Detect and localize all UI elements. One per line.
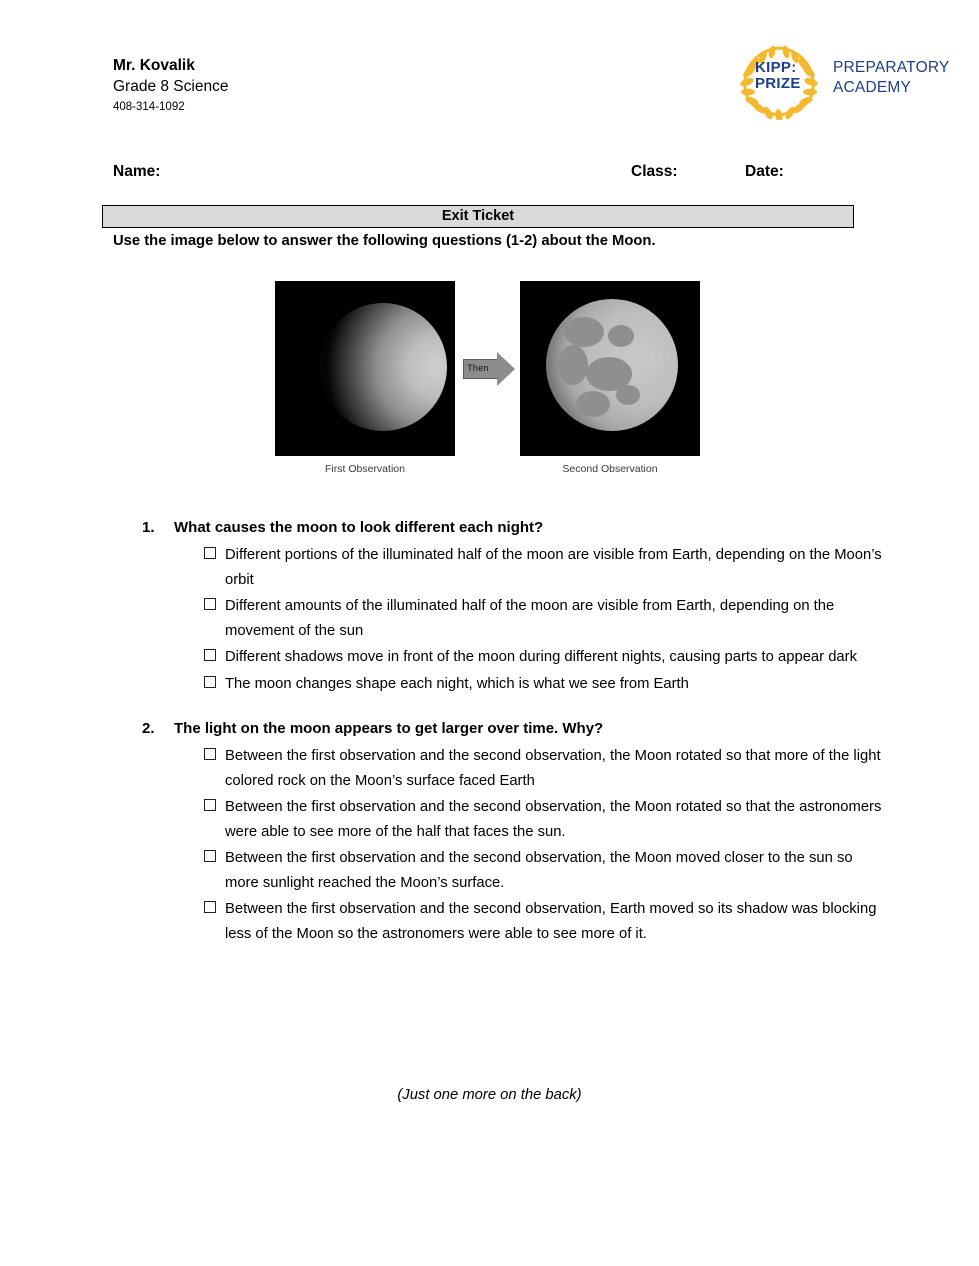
logo-preparatory-text: PREPARATORY: [833, 59, 950, 76]
question-1: [142, 517, 882, 696]
question-1-heading: [142, 517, 882, 539]
name-label: Name:: [113, 163, 161, 180]
checkbox-icon[interactable]: [204, 598, 216, 610]
option-label: Between the first observation and the second observation, the Moon rotated so that more of the light colored rock on the Moon’s surface faced Earth: [225, 748, 881, 789]
option-row[interactable]: [142, 543, 882, 592]
questions-list: [142, 517, 882, 968]
moon-mare: [608, 325, 634, 347]
checkbox-icon[interactable]: [204, 799, 216, 811]
question-2: [142, 718, 882, 946]
arrow-head: [497, 352, 515, 386]
checkbox-icon[interactable]: [204, 748, 216, 760]
then-arrow-icon: [463, 351, 517, 387]
logo-prize-text: PRIZE: [755, 75, 801, 92]
option-row[interactable]: [142, 795, 882, 844]
option-row[interactable]: [142, 744, 882, 793]
instructions-text: Use the image below to answer the following questions (1-2) about the Moon.: [113, 233, 656, 249]
first-observation-caption: First Observation: [325, 463, 405, 475]
option-label: Between the first observation and the second observation, the Moon rotated so that the astronomers were able to see more of the half that faces the sun.: [225, 799, 882, 840]
teacher-name: Mr. Kovalik: [113, 57, 195, 74]
crescent-moon-graphic: [319, 303, 447, 431]
student-info-row: [113, 163, 853, 185]
question-2-options: [142, 744, 882, 946]
arrow-label: Then: [467, 363, 489, 374]
question-2-text: The light on the moon appears to get larger over time. Why?: [174, 720, 604, 737]
checkbox-icon[interactable]: [204, 547, 216, 559]
first-observation-image: [275, 281, 455, 456]
option-label: Different shadows move in front of the moon during different nights, causing parts to appear dark: [225, 649, 857, 665]
option-label: Between the first observation and the second observation, the Moon moved closer to the sun so more sunlight reached the Moon’s surface.: [225, 850, 853, 891]
option-row[interactable]: [142, 594, 882, 643]
class-label: Class:: [631, 163, 678, 180]
option-label: Between the first observation and the second observation, Earth moved so its shadow was blocking less of the Moon so the astronomers were able to see more of it.: [225, 901, 877, 942]
question-2-number: 2.: [142, 720, 155, 737]
moon-mare: [564, 317, 604, 347]
option-row[interactable]: [142, 846, 882, 895]
moon-mare: [616, 385, 640, 405]
moon-observation-figure: [275, 281, 705, 481]
checkbox-icon[interactable]: [204, 850, 216, 862]
exit-ticket-banner: Exit Ticket: [102, 205, 854, 228]
option-row[interactable]: [142, 645, 882, 670]
option-label: Different portions of the illuminated half of the moon are visible from Earth, depending on the Moon’s orbit: [225, 547, 882, 588]
checkbox-icon[interactable]: [204, 649, 216, 661]
option-label: Different amounts of the illuminated half of the moon are visible from Earth, depending on the movement of the sun: [225, 598, 835, 639]
phone-number: 408-314-1092: [113, 101, 185, 113]
back-page-note: (Just one more on the back): [397, 1087, 582, 1103]
document-header: [113, 55, 950, 135]
second-observation-caption: Second Observation: [562, 463, 658, 475]
checkbox-icon[interactable]: [204, 676, 216, 688]
date-label: Date:: [745, 163, 784, 180]
course-name: Grade 8 Science: [113, 78, 229, 95]
option-label: The moon changes shape each night, which is what we see from Earth: [225, 675, 689, 692]
logo-academy-text: ACADEMY: [833, 79, 912, 96]
second-observation-image: [520, 281, 700, 456]
question-2-heading: [142, 718, 882, 740]
question-1-number: 1.: [142, 519, 155, 536]
option-row[interactable]: [142, 897, 882, 946]
moon-mare: [576, 391, 610, 417]
kipp-preparatory-academy-logo: [733, 42, 950, 120]
question-1-text: What causes the moon to look different each night?: [174, 519, 544, 536]
checkbox-icon[interactable]: [204, 901, 216, 913]
gibbous-moon-graphic: [546, 299, 678, 431]
question-1-options: [142, 543, 882, 696]
logo-kipp-text: KIPP:: [755, 59, 797, 76]
moon-mare: [558, 345, 588, 385]
option-row[interactable]: [142, 672, 882, 697]
